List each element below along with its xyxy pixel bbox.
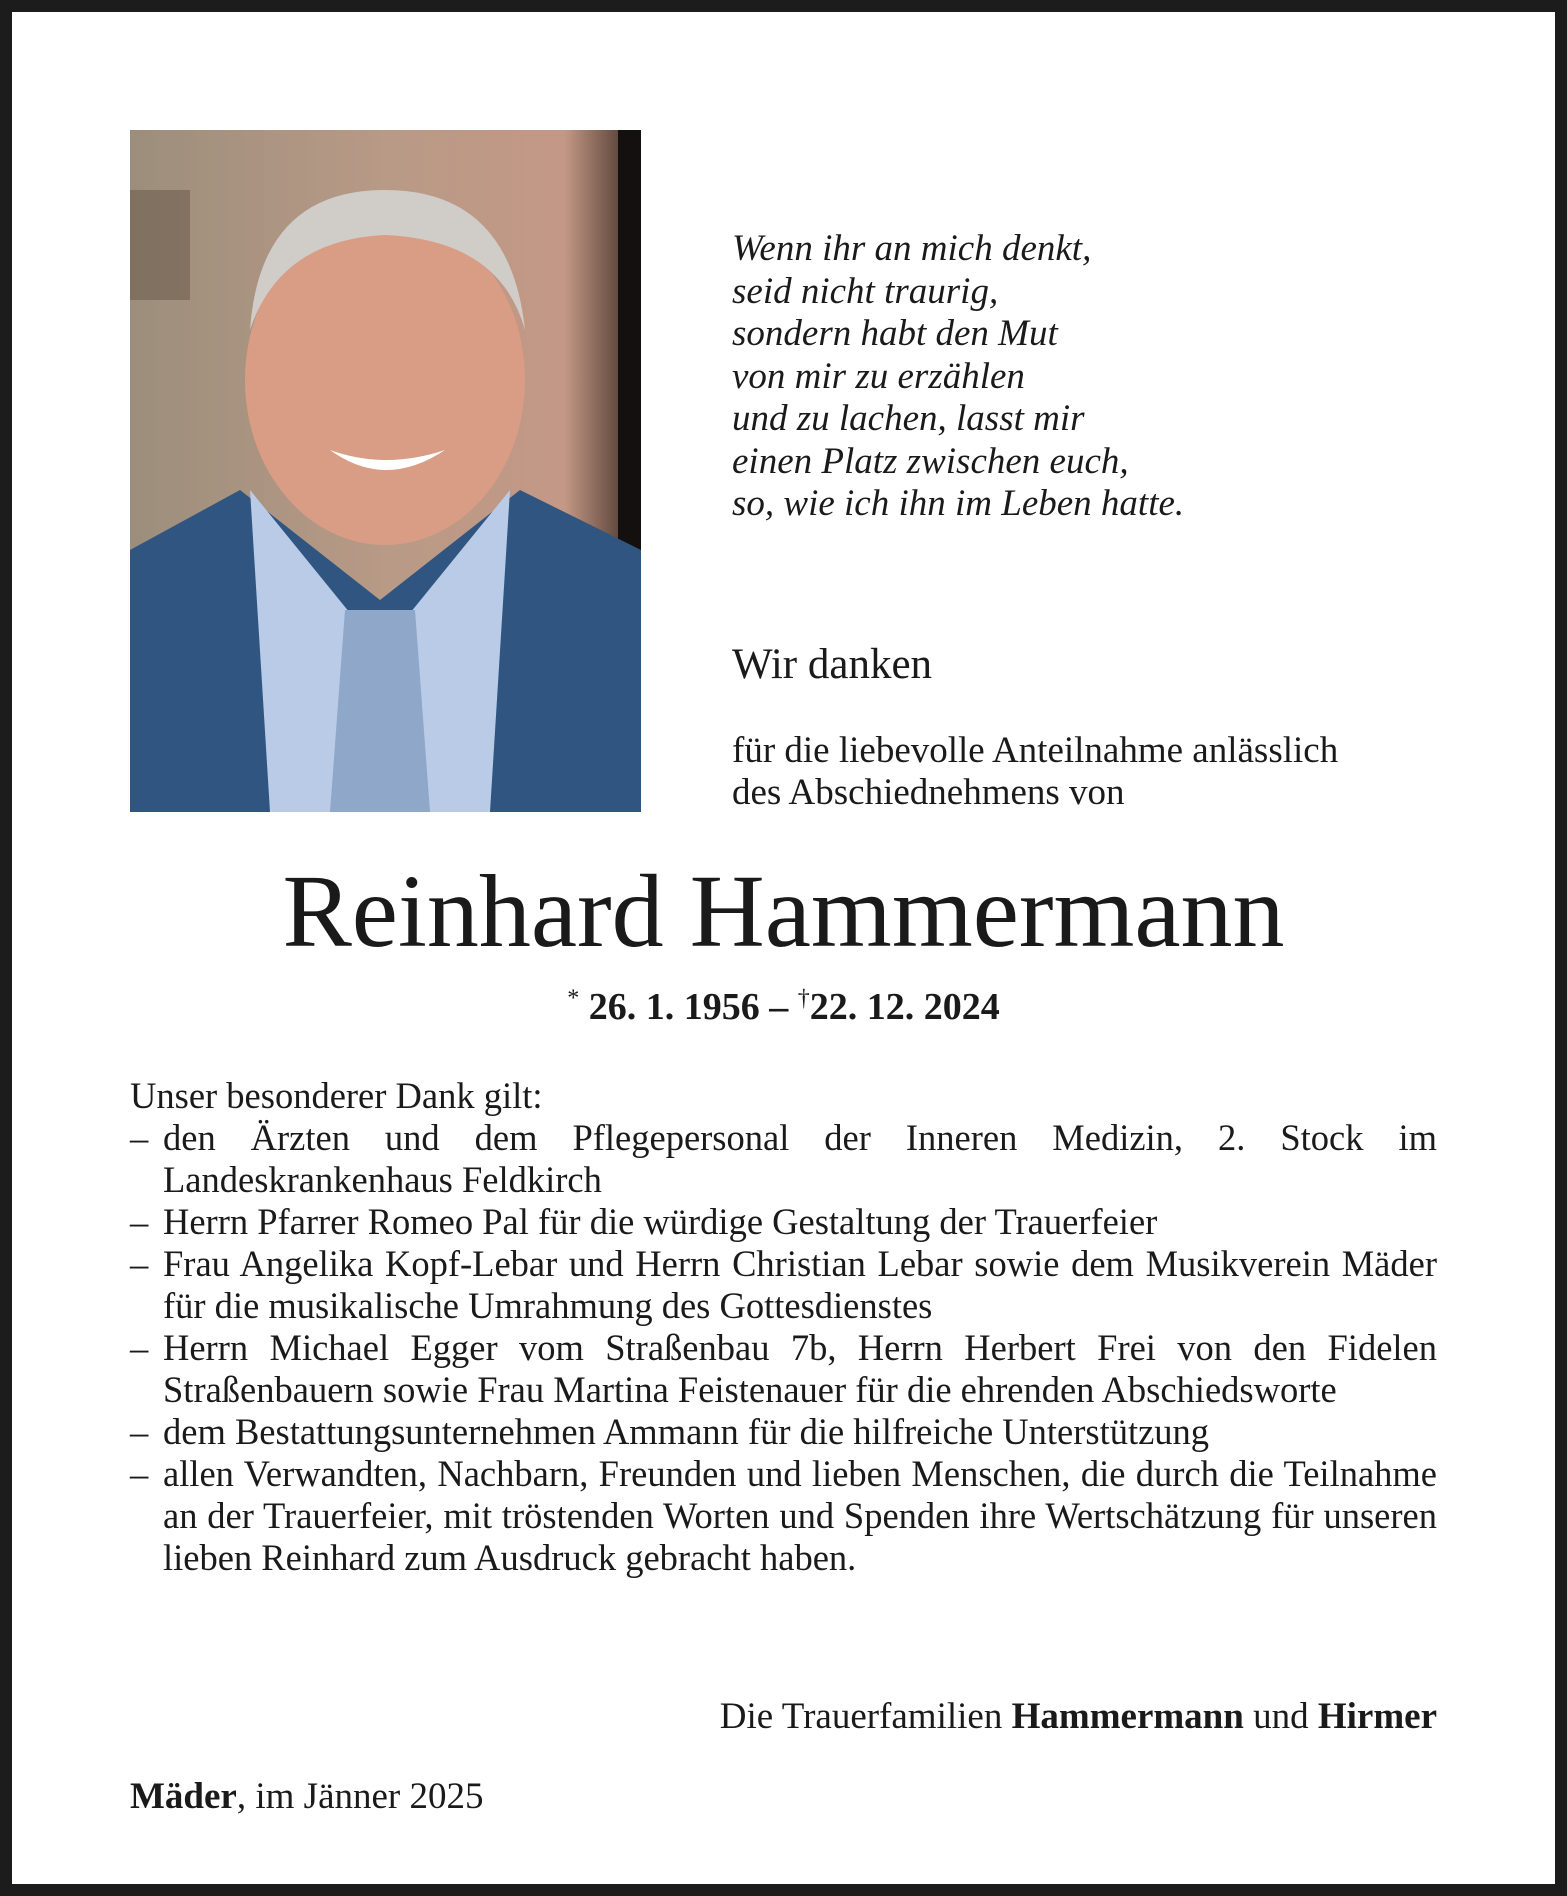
portrait-photo (130, 130, 641, 812)
death-symbol: † (797, 985, 810, 1012)
place-date (130, 1775, 483, 1818)
family-name-2: Hirmer (1317, 1696, 1437, 1737)
signature-prefix: Die Trauerfamilien (719, 1696, 1003, 1737)
special-thanks (130, 1075, 1437, 1579)
town: Mäder (130, 1776, 237, 1817)
intro-line: des Abschiednehmens von (732, 772, 1125, 813)
family-name-1: Hammermann (1011, 1696, 1244, 1737)
death-date: 22. 12. 2024 (809, 986, 1000, 1028)
poem-line: von mir zu erzählen (732, 355, 1025, 397)
life-dates (0, 985, 1567, 1029)
list-item: – allen Verwandten, Nachbarn, Freunden und lieben Menschen, die durch die Teilnahme an der Trauerfeier, mit tröstenden Worten und Spenden ihre Wertschätzung für unseren lieben Reinhard zum Ausdruck gebracht haben. (130, 1453, 1437, 1579)
poem-line: sondern habt den Mut (732, 313, 1058, 354)
deceased-name: Reinhard Hammermann (282, 854, 1285, 969)
poem-line: einen Platz zwischen euch, (732, 440, 1129, 482)
poem-line: Wenn ihr an mich denkt, (732, 228, 1092, 269)
poem-line: und zu lachen, lasst mir (732, 398, 1085, 439)
date-separator: – (769, 986, 789, 1028)
poem-line: seid nicht traurig, (732, 270, 999, 312)
thanks-list (130, 1117, 1437, 1579)
memorial-poem (732, 228, 1184, 526)
intro-line: für die liebevolle Anteilnahme anlässlich (732, 730, 1339, 771)
thanks-heading: Wir danken (732, 641, 933, 688)
date-text: , im Jänner 2025 (236, 1776, 484, 1817)
list-item: – Herrn Pfarrer Romeo Pal für die würdige Gestaltung der Trauerfeier (130, 1201, 1437, 1243)
birth-date: 26. 1. 1956 (588, 986, 760, 1028)
birth-symbol: * (567, 985, 580, 1012)
family-signature (720, 1695, 1437, 1738)
list-item: – den Ärzten und dem Pflegepersonal der Inneren Medizin, 2. Stock im Landeskrankenhaus Feldkirch (130, 1117, 1437, 1201)
list-item: – Frau Angelika Kopf-Lebar und Herrn Christian Lebar sowie dem Musikverein Mäder für die musikalische Umrahmung des Gottesdienstes (130, 1243, 1437, 1327)
intro-text (732, 730, 1338, 814)
poem-line: so, wie ich ihn im Leben hatte. (732, 483, 1185, 524)
list-item: – dem Bestattungsunternehmen Ammann für die hilfreiche Unterstützung (130, 1411, 1437, 1453)
special-thanks-heading: Unser besonderer Dank gilt: (130, 1075, 543, 1116)
list-item: – Herrn Michael Egger vom Straßenbau 7b, Herrn Herbert Frei von den Fidelen Straßenbauern sowie Frau Martina Feistenauer für die ehrenden Abschiedsworte (130, 1327, 1437, 1411)
signature-joiner: und (1253, 1696, 1309, 1737)
